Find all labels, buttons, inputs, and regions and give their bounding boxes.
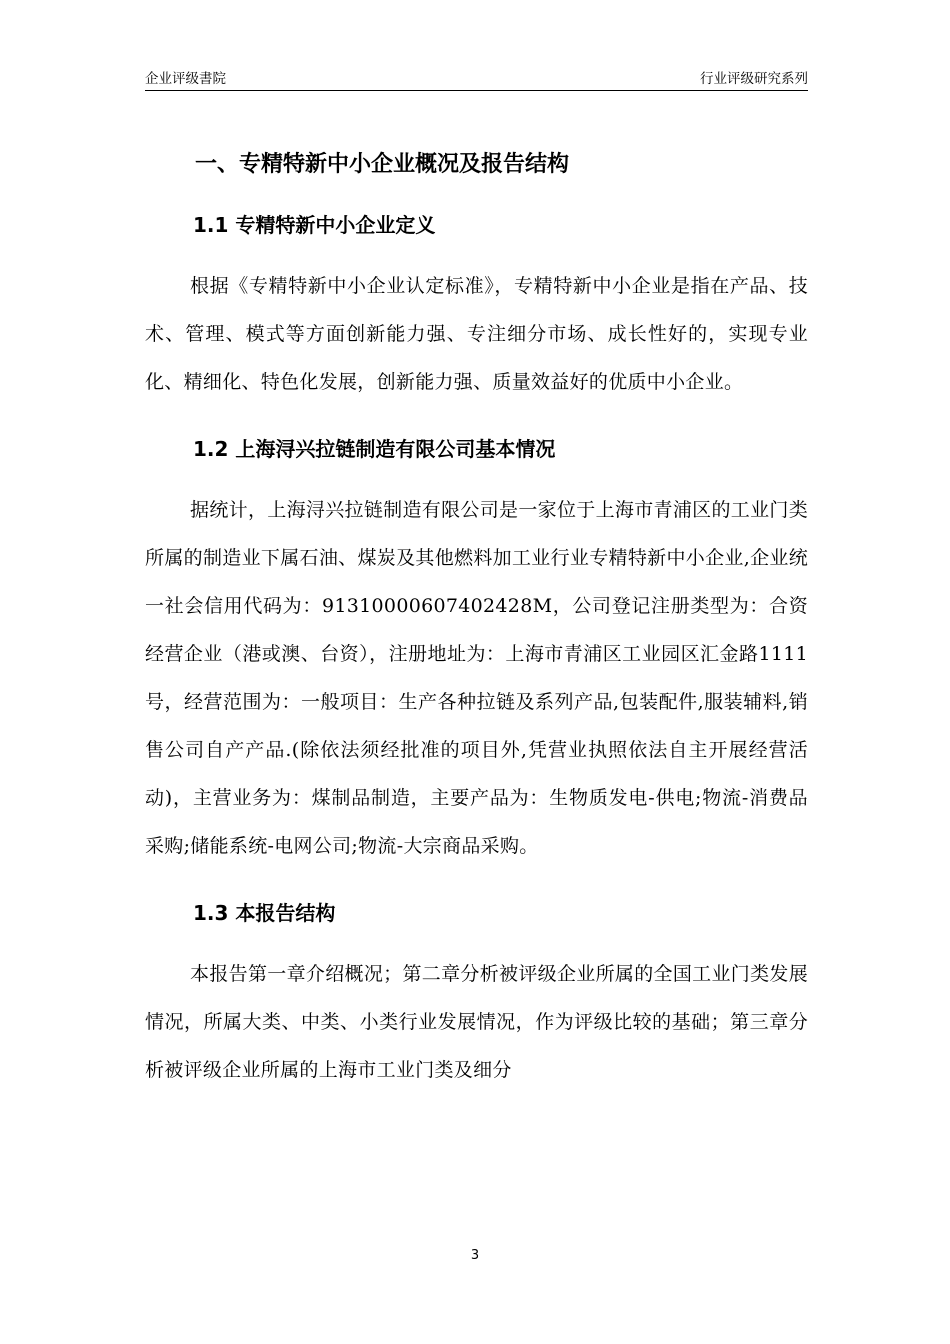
section-paragraph-1-1: 根据《专精特新中小企业认定标准》，专精特新中小企业是指在产品、技术、管理、模式等方面创新能力强、专注细分市场、成长性好的，实现专业化、精细化、特色化发展，创新能力强、质量效益好的优质中小企业。: [145, 275, 808, 393]
page-body: [145, 138, 808, 1110]
chapter-title: 一、专精特新中小企业概况及报告结构: [195, 152, 570, 177]
section-heading-1-3: 1.3 本报告结构: [193, 901, 336, 925]
section-heading-1-2: 1.2 上海浔兴拉链制造有限公司基本情况: [193, 437, 556, 461]
page-number: 3: [470, 1248, 480, 1263]
section-paragraph-1-3: 本报告第一章介绍概况；第二章分析被评级企业所属的全国工业门类发展情况，所属大类、中类、小类行业发展情况，作为评级比较的基础；第三章分析被评级企业所属的上海市工业门类及细分: [145, 963, 808, 1081]
section-paragraph-1-2: 据统计，上海浔兴拉链制造有限公司是一家位于上海市青浦区的工业门类所属的制造业下属石油、煤炭及其他燃料加工业行业专精特新中小企业,企业统一社会信用代码为：91310000607402428M，公司登记注册类型为：合资经营企业（港或澳、台资），注册地址为：上海市青浦区工业园区汇金路1111号，经营范围为：一般项目：生产各种拉链及系列产品,包装配件,服装辅料,销售公司自产产品.(除依法须经批准的项目外,凭营业执照依法自主开展经营活动)，主营业务为：煤制品制造，主要产品为：生物质发电-供电;物流-消费品采购;储能系统-电网公司;物流-大宗商品采购。: [145, 499, 808, 857]
page-header: [145, 64, 808, 91]
section-heading-1-1: 1.1 专精特新中小企业定义: [193, 213, 436, 237]
header-publisher: 企业评级書院: [145, 71, 226, 87]
header-series: 行业评级研究系列: [700, 71, 808, 87]
